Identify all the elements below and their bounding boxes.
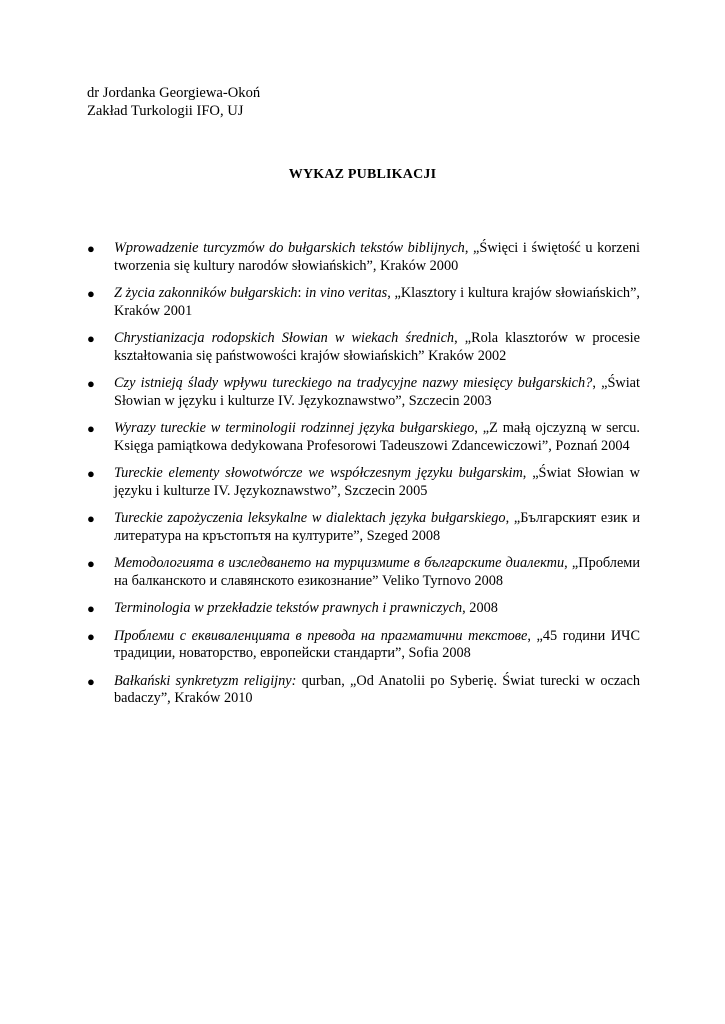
- bullet-icon: ●: [87, 556, 95, 571]
- bullet-icon: ●: [87, 331, 95, 346]
- publication-item: [87, 600, 640, 618]
- publication-title: Z życia zakonników bułgarskich: [114, 285, 298, 301]
- publication-item: [87, 628, 640, 663]
- bullet-icon: ●: [87, 601, 95, 616]
- publication-details: , „Rola klasztorów w procesie kształtowania się państwowości krajów słowiańskich” Kraków 2002: [114, 330, 640, 364]
- bullet-icon: ●: [87, 511, 95, 526]
- author-affiliation: Zakład Turkologii IFO, UJ: [87, 103, 244, 119]
- publication-details: , „45 години ИЧС традиции, новаторство, европейски стандарти”, Sofia 2008: [114, 627, 640, 661]
- publication-details: , „Święci i świętość u korzeni tworzenia się kultury narodów słowiańskich”, Kraków 2000: [114, 240, 640, 274]
- publication-separator: :: [297, 285, 306, 301]
- publication-title: Wprowadzenie turcyzmów do bułgarskich tekstów biblijnych: [114, 240, 465, 256]
- publication-title: Chrystianizacja rodopskich Słowian w wiekach średnich: [114, 330, 455, 346]
- bullet-icon: ●: [87, 673, 95, 689]
- publication-item: [87, 420, 640, 455]
- publication-details: , „Проблеми на балканското и славянското езикознание” Veliko Tyrnovo 2008: [114, 555, 640, 589]
- publication-details: , „Klasztory i kultura krajów słowiańskich”, Kraków 2001: [114, 285, 641, 319]
- bullet-icon: ●: [87, 241, 95, 256]
- publication-item: [87, 240, 640, 275]
- publication-item: [87, 510, 640, 545]
- publication-subtitle: in vino veritas: [305, 285, 388, 301]
- publication-item: [87, 465, 640, 500]
- bullet-icon: ●: [87, 376, 95, 391]
- bullet-icon: ●: [87, 286, 95, 301]
- document-title: WYKAZ PUBLIKACJI: [288, 167, 437, 182]
- bullet-icon: ●: [87, 628, 95, 644]
- publication-item: [87, 673, 640, 708]
- author-block: [87, 84, 260, 120]
- author-name: dr Jordanka Georgiewa-Okoń: [87, 85, 261, 101]
- publication-details: , „Българският език и литература на кръстопътя на културите”, Szeged 2008: [114, 510, 640, 544]
- bullet-icon: ●: [87, 421, 95, 436]
- publication-details: , „Z małą ojczyzną w sercu. Księga pamiątkowa dedykowana Profesorowi Tadeuszowi Zdancewiczowi”, Poznań 2004: [114, 420, 640, 454]
- publication-details: , „Świat Słowian w języku i kulturze IV. Językoznawstwo”, Szczecin 2003: [114, 375, 641, 409]
- publication-details: , 2008: [462, 600, 498, 616]
- publication-title: Terminologia w przekładzie tekstów prawnych i prawniczych: [114, 600, 463, 616]
- publication-title: Wyrazy tureckie w terminologii rodzinnej języka bułgarskiego: [114, 420, 475, 436]
- publication-details: , „Świat Słowian w języku i kulturze IV. Językoznawstwo”, Szczecin 2005: [114, 465, 640, 499]
- publication-item: [87, 285, 640, 320]
- publication-title: Czy istnieją ślady wpływu tureckiego na tradycyjne nazwy miesięcy bułgarskich?: [114, 375, 593, 391]
- publication-item: [87, 330, 640, 365]
- publication-list: [87, 240, 640, 718]
- publication-title: Методологията в изследването на турцизмите в българските диалекти: [114, 555, 565, 571]
- publication-details: qurban, „Od Anatolii po Syberię. Świat turecki w oczach badaczy”, Kraków 2010: [114, 672, 641, 706]
- publication-title: Tureckie elementy słowotwórcze we współczesnym języku bułgarskim: [114, 465, 523, 481]
- publication-item: [87, 375, 640, 410]
- publication-title: Bałkański synkretyzm religijny:: [114, 672, 297, 689]
- bullet-icon: ●: [87, 466, 95, 481]
- publication-title: Проблеми с еквиваленцията в превода на прагматични текстове: [114, 627, 528, 644]
- publication-item: [87, 555, 640, 590]
- publication-title: Tureckie zapożyczenia leksykalne w dialektach języka bułgarskiego: [114, 510, 506, 526]
